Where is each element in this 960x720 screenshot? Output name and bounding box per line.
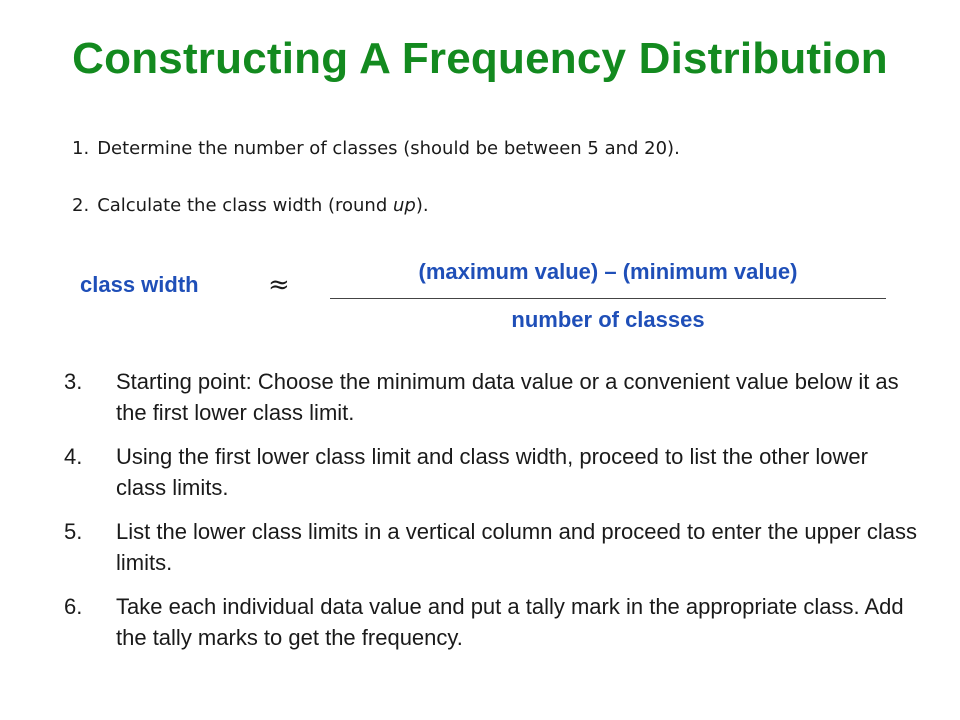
step-3-text: Starting point: Choose the minimum data value or a convenient value below it as the first lower class limit. (116, 369, 899, 425)
step-1 (72, 138, 680, 159)
step-2-text-after: ). (415, 195, 429, 216)
step-4-number: 4. (64, 444, 83, 469)
step-3-number: 3. (64, 369, 83, 394)
formula-numerator: (maximum value) – (minimum value) (418, 259, 798, 284)
approx-symbol: ≈ (268, 270, 290, 300)
step-4 (64, 441, 924, 503)
slide-title: Constructing A Frequency Distribution (72, 34, 888, 83)
step-2-number: 2. (72, 195, 90, 216)
step-5-text: List the lower class limits in a vertical column and proceed to enter the upper class limits. (116, 519, 917, 575)
formula-label: class width (80, 272, 199, 297)
fraction-line (330, 298, 886, 299)
step-6-text: Take each individual data value and put a tally mark in the appropriate class. Add the tally marks to get the frequency. (116, 594, 904, 650)
step-2-emphasis: up (392, 195, 416, 216)
step-6-number: 6. (64, 594, 83, 619)
formula-denominator: number of classes (511, 307, 705, 332)
step-5 (64, 516, 924, 578)
steps-list (64, 366, 924, 666)
step-2-text-before: Calculate the class width (round (97, 195, 393, 216)
step-1-text: Determine the number of classes (should be between 5 and 20). (97, 138, 680, 159)
step-3 (64, 366, 924, 428)
step-5-number: 5. (64, 519, 83, 544)
step-6 (64, 591, 924, 653)
step-1-number: 1. (72, 138, 90, 159)
step-2 (72, 195, 429, 216)
step-4-text: Using the first lower class limit and class width, proceed to list the other lower class limits. (116, 444, 868, 500)
